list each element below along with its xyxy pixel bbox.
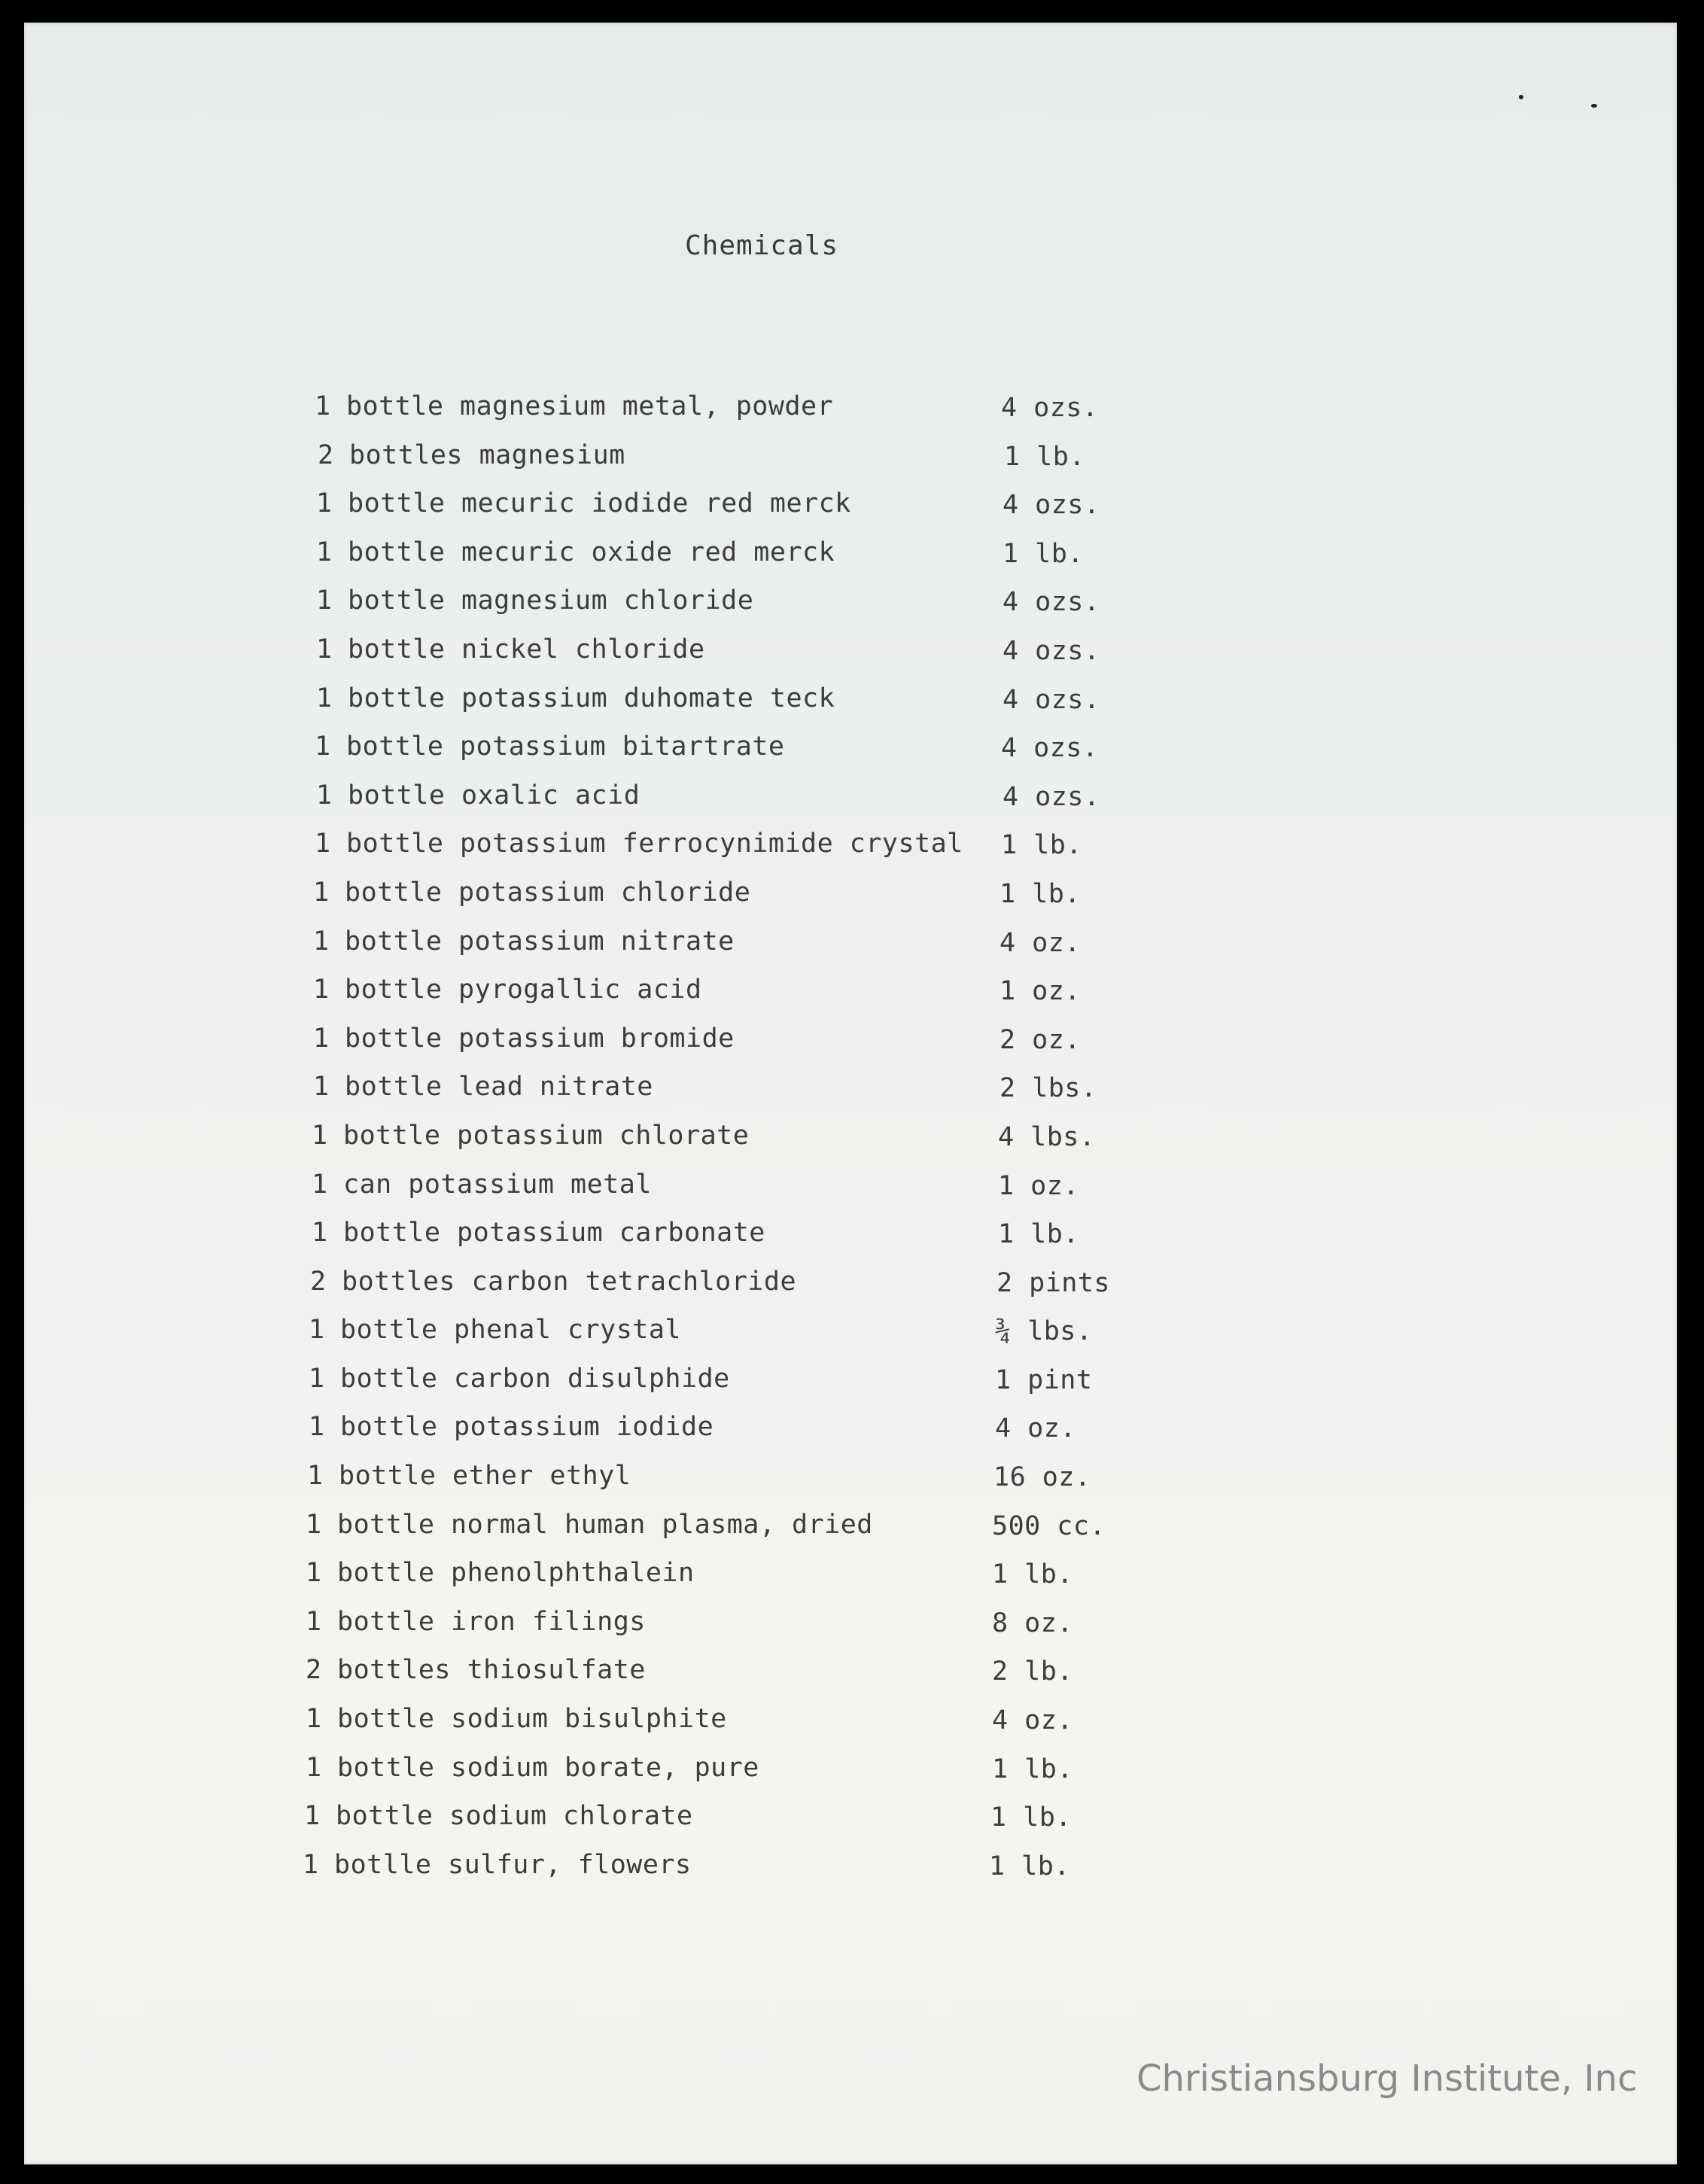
item-amount: 4 oz. [1000, 927, 1081, 958]
ink-speck [1591, 104, 1597, 108]
item-amount: 4 ozs. [1003, 587, 1100, 618]
item-amount: 4 ozs. [1001, 733, 1099, 764]
list-item [304, 1801, 1207, 1850]
item-name: bottle sodium borate, pure [337, 1752, 759, 1783]
item-name: bottles magnesium [349, 440, 625, 470]
item-amount: 1 lb. [1003, 538, 1084, 569]
item-quantity: 1 [313, 877, 330, 908]
item-quantity: 1 [309, 1412, 325, 1443]
item-amount: 4 oz. [992, 1705, 1073, 1736]
item-amount: 1 lb. [992, 1754, 1073, 1784]
item-name: bottle phenolphthalein [337, 1558, 695, 1589]
item-amount: 4 ozs. [1003, 635, 1100, 666]
item-amount: 1 lb. [1004, 441, 1085, 472]
item-name: bottle potassium carbonate [343, 1218, 765, 1249]
list-item [310, 1267, 1213, 1316]
item-name: bottles carbon tetrachloride [342, 1266, 797, 1297]
item-quantity: 1 [316, 634, 333, 665]
item-quantity: 1 [306, 1606, 322, 1637]
item-name: bottle potassium nitrate [345, 926, 735, 957]
item-amount: 1 lb. [1001, 830, 1082, 861]
item-amount: 8 oz. [992, 1608, 1073, 1638]
item-name: bottle normal human plasma, dried [337, 1509, 873, 1540]
list-item [312, 1121, 1215, 1170]
list-item [316, 780, 1219, 829]
watermark: Christiansburg Institute, Inc [1137, 2058, 1638, 2100]
item-name: bottle ether ethyl [339, 1461, 631, 1492]
item-name: bottle oxalic acid [348, 780, 641, 811]
list-item [315, 732, 1218, 780]
item-name: bottle iron filings [337, 1606, 646, 1637]
item-amount: 1 lb. [990, 1802, 1072, 1833]
item-name: bottle potassium iodide [340, 1412, 714, 1443]
item-quantity: 1 [312, 1169, 328, 1200]
list-item [306, 1510, 1209, 1559]
item-amount: ¾ lbs. [995, 1316, 1093, 1347]
item-amount: 1 lb. [992, 1559, 1073, 1590]
list-item [306, 1753, 1209, 1802]
item-name: bottle sodium chlorate [336, 1801, 693, 1832]
list-item [316, 683, 1219, 732]
item-quantity: 1 [315, 732, 331, 762]
item-name: bottle pyrogallic acid [345, 975, 702, 1005]
item-quantity: 1 [316, 586, 333, 616]
item-name: bottle mecuric iodide red merck [348, 488, 851, 519]
item-amount: 4 ozs. [1003, 781, 1100, 812]
item-quantity: 2 [318, 440, 334, 470]
item-quantity: 1 [306, 1558, 322, 1589]
list-item [313, 878, 1216, 926]
item-amount: 4 lbs. [998, 1121, 1096, 1152]
item-name: bottle magnesium metal, powder [346, 391, 834, 421]
item-amount: 1 oz. [998, 1170, 1079, 1201]
list-item [316, 488, 1219, 537]
list-item [316, 634, 1219, 683]
item-amount: 2 pints [997, 1267, 1111, 1298]
item-name: bottle magnesium chloride [348, 586, 754, 616]
item-amount: 4 ozs. [1003, 684, 1100, 715]
item-name: bottle potassium chloride [345, 877, 751, 908]
item-quantity: 1 [313, 975, 330, 1005]
item-name: bottle potassium duhomate teck [348, 683, 835, 713]
ink-speck [1519, 95, 1523, 99]
item-quantity: 1 [316, 488, 333, 519]
item-quantity: 1 [309, 1315, 325, 1346]
list-item [303, 1850, 1206, 1899]
item-amount: 1 lb. [989, 1851, 1070, 1881]
list-item [313, 1024, 1216, 1072]
item-name: bottle mecuric oxide red merck [348, 537, 835, 567]
item-name: botlle sulfur, flowers [334, 1849, 692, 1880]
item-quantity: 1 [313, 926, 330, 957]
item-quantity: 2 [306, 1655, 322, 1686]
item-quantity: 1 [313, 1023, 330, 1054]
item-name: bottle potassium chlorate [343, 1120, 750, 1151]
list-item [309, 1412, 1212, 1461]
item-amount: 4 oz. [995, 1413, 1076, 1444]
item-quantity: 1 [306, 1704, 322, 1735]
item-amount: 1 lb. [1000, 878, 1081, 909]
item-name: can potassium metal [343, 1169, 652, 1200]
item-amount: 2 lbs. [1000, 1073, 1097, 1104]
item-name: bottles thiosulfate [337, 1655, 646, 1686]
item-name: bottle potassium bromide [345, 1023, 735, 1054]
item-quantity: 1 [312, 1218, 328, 1249]
item-amount: 16 oz. [993, 1462, 1091, 1493]
item-amount: 1 oz. [1000, 976, 1081, 1007]
list-item [313, 975, 1216, 1024]
list-item [312, 1218, 1215, 1267]
list-item [318, 440, 1221, 489]
item-name: bottle potassium ferrocynimide crystal [346, 829, 963, 859]
item-quantity: 1 [304, 1801, 321, 1832]
item-name: bottle lead nitrate [345, 1072, 653, 1103]
item-quantity: 1 [316, 537, 333, 567]
item-quantity: 2 [310, 1266, 327, 1297]
list-item [312, 1170, 1215, 1218]
list-item [306, 1655, 1209, 1704]
item-quantity: 1 [315, 829, 331, 859]
list-item [316, 537, 1219, 586]
list-item [309, 1315, 1212, 1364]
list-item [309, 1364, 1212, 1413]
list-item [307, 1461, 1210, 1510]
list-item [315, 829, 1218, 878]
item-quantity: 1 [309, 1363, 325, 1394]
item-name: bottle sodium bisulphite [337, 1704, 727, 1735]
item-amount: 1 lb. [998, 1219, 1079, 1250]
item-quantity: 1 [313, 1072, 330, 1103]
item-quantity: 1 [306, 1509, 322, 1540]
item-quantity: 1 [315, 391, 331, 421]
item-quantity: 1 [307, 1461, 324, 1492]
list-item [313, 1072, 1216, 1121]
item-amount: 500 cc. [992, 1510, 1106, 1541]
item-name: bottle nickel chloride [348, 634, 705, 665]
chemical-list [303, 391, 1218, 1898]
item-name: bottle carbon disulphide [340, 1363, 730, 1394]
item-name: bottle potassium bitartrate [346, 732, 785, 762]
item-quantity: 1 [303, 1849, 319, 1880]
list-item [316, 586, 1219, 634]
item-amount: 2 oz. [1000, 1024, 1081, 1055]
item-amount: 1 pint [995, 1364, 1093, 1395]
list-item [306, 1607, 1209, 1656]
item-quantity: 1 [316, 780, 333, 811]
list-item [315, 391, 1218, 440]
item-quantity: 1 [316, 683, 333, 713]
page-title: Chemicals [685, 230, 839, 261]
item-quantity: 1 [306, 1752, 322, 1783]
list-item [313, 926, 1216, 975]
list-item [306, 1558, 1209, 1607]
list-item [306, 1704, 1209, 1753]
item-amount: 2 lb. [992, 1656, 1073, 1687]
item-amount: 4 ozs. [1001, 393, 1099, 423]
item-name: bottle phenal crystal [340, 1315, 682, 1346]
item-amount: 4 ozs. [1003, 490, 1100, 521]
item-quantity: 1 [312, 1120, 328, 1151]
